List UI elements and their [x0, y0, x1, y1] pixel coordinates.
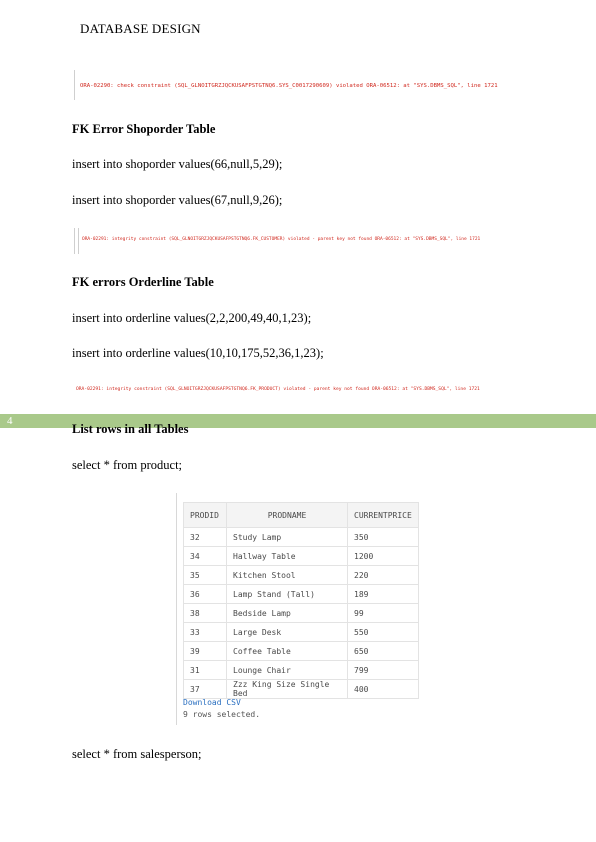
cell-price: 550 — [348, 623, 419, 642]
table-row — [184, 642, 419, 661]
cell-prodid: 32 — [184, 528, 227, 547]
shoporder-insert-1: insert into shoporder values(66,null,5,29); — [72, 157, 283, 171]
cell-prodname: Large Desk — [227, 623, 348, 642]
cell-price: 400 — [348, 680, 419, 699]
table-header-row — [184, 503, 419, 528]
error-orderline-fk: ORA-02291: integrity constraint (SQL_GLNOITGRZJQCKUSAFPSTGTNQ6.FK_PRODUCT) violated - parent key not found ORA-06512: at "SYS.DBMS_SQL", line 1721 — [76, 387, 480, 392]
heading-shoporder: FK Error Shoporder Table — [72, 122, 216, 136]
shoporder-insert-2: insert into shoporder values(67,null,9,26); — [72, 193, 283, 207]
cell-prodid: 35 — [184, 566, 227, 585]
cell-prodname: Zzz King Size Single Bed — [227, 680, 348, 699]
rows-selected-status: 9 rows selected. — [183, 710, 261, 719]
column-header: CURRENTPRICE — [348, 503, 419, 528]
cell-prodid: 36 — [184, 585, 227, 604]
orderline-insert-2: insert into orderline values(10,10,175,52,36,1,23); — [72, 346, 324, 360]
cell-price: 650 — [348, 642, 419, 661]
error-screenshot-shoporder — [74, 228, 79, 254]
cell-prodid: 39 — [184, 642, 227, 661]
cell-prodname: Bedside Lamp — [227, 604, 348, 623]
cell-price: 220 — [348, 566, 419, 585]
product-result — [183, 502, 419, 699]
cell-price: 99 — [348, 604, 419, 623]
cell-prodname: Lounge Chair — [227, 661, 348, 680]
cell-prodid: 37 — [184, 680, 227, 699]
cell-prodname: Coffee Table — [227, 642, 348, 661]
table-row — [184, 547, 419, 566]
table-row — [184, 604, 419, 623]
table-row — [184, 661, 419, 680]
select-product: select * from product; — [72, 458, 183, 472]
document-header: DATABASE DESIGN — [80, 21, 201, 36]
heading-list-rows: List rows in all Tables — [72, 422, 189, 436]
cell-prodname: Hallway Table — [227, 547, 348, 566]
table-row — [184, 680, 419, 699]
cell-prodid: 31 — [184, 661, 227, 680]
cell-price: 350 — [348, 528, 419, 547]
cell-price: 1200 — [348, 547, 419, 566]
column-header: PRODNAME — [227, 503, 348, 528]
page-number: 4 — [7, 415, 13, 427]
column-header: PRODID — [184, 503, 227, 528]
table-row — [184, 566, 419, 585]
select-salesperson: select * from salesperson; — [72, 747, 202, 761]
table-row — [184, 585, 419, 604]
cell-price: 799 — [348, 661, 419, 680]
cell-prodid: 34 — [184, 547, 227, 566]
error-shoporder-fk: ORA-02291: integrity constraint (SQL_GLNOITGRZJQCKUSAFPSTGTNQ6.FK_CUSTOMER) violated - parent key not found ORA-06512: at "SYS.DBMS_SQL", line 1721 — [82, 237, 481, 242]
cell-prodname: Lamp Stand (Tall) — [227, 585, 348, 604]
table-row — [184, 528, 419, 547]
cell-prodid: 38 — [184, 604, 227, 623]
cell-prodname: Study Lamp — [227, 528, 348, 547]
cell-prodid: 33 — [184, 623, 227, 642]
download-csv-link[interactable]: Download CSV — [183, 698, 241, 707]
cell-prodname: Kitchen Stool — [227, 566, 348, 585]
product-table — [183, 502, 419, 699]
error-check-constraint: ORA-02290: check constraint (SQL_GLNOITGRZJQCKUSAFPSTGTNQ6.SYS_C0017290609) violated ORA-06512: at "SYS.DBMS_SQL", line 1721 — [80, 83, 498, 89]
cell-price: 189 — [348, 585, 419, 604]
orderline-insert-1: insert into orderline values(2,2,200,49,40,1,23); — [72, 311, 312, 325]
heading-orderline: FK errors Orderline Table — [72, 275, 214, 289]
table-row — [184, 623, 419, 642]
